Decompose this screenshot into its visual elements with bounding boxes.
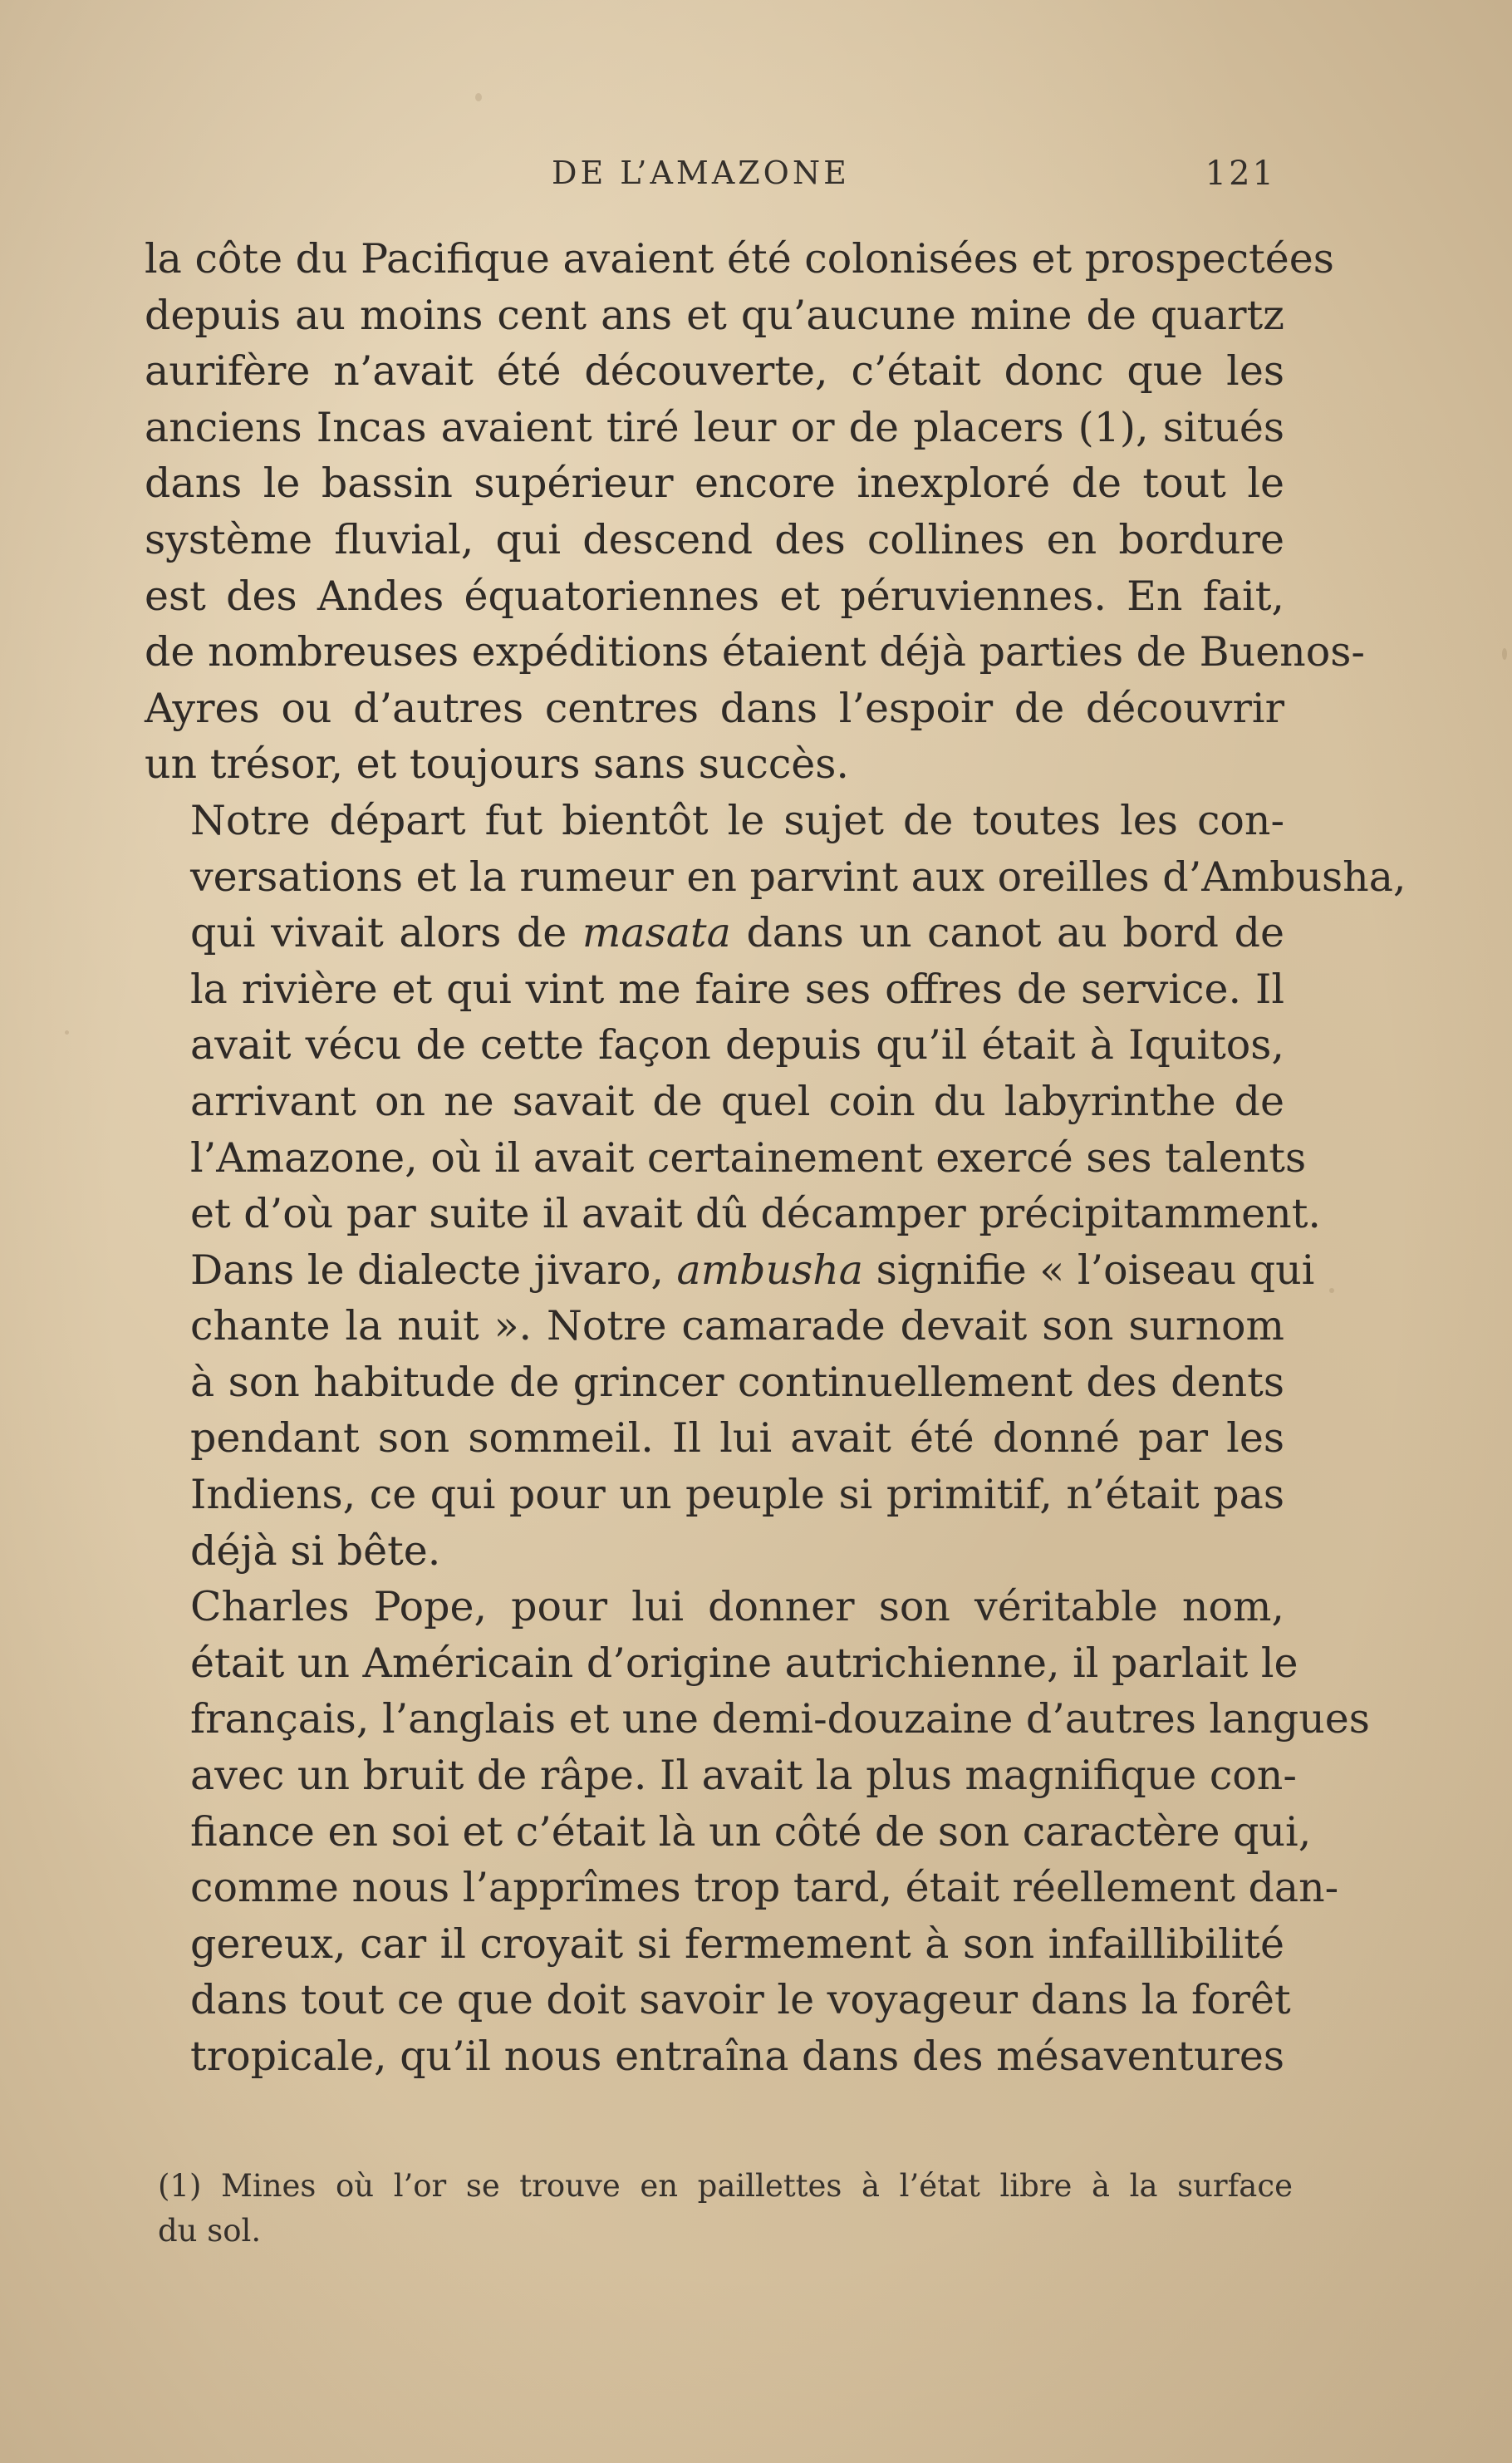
footnote-line: du sol. — [158, 2213, 262, 2249]
paper-stain — [1329, 1288, 1334, 1293]
text-segment: qui vivait alors de — [190, 909, 567, 957]
text-line: la rivière et qui vint me faire ses offres de service. Il — [190, 965, 1284, 1013]
text-line: chante la nuit ». Notre camarade devait son surnom — [190, 1302, 1284, 1350]
text-line: était un Américain d’origine autrichienne, il parlait le — [190, 1639, 1298, 1687]
text-line: l’Amazone, où il avait certainement exercé ses talents — [190, 1133, 1307, 1182]
text-line: déjà si bête. — [190, 1526, 441, 1575]
text-line: avait vécu de cette façon depuis qu’il était à Iquitos, — [190, 1021, 1284, 1069]
text-line: système fluvial, qui descend des collines en bordure — [145, 515, 1284, 563]
text-line: à son habitude de grincer continuellement des dents — [190, 1358, 1284, 1406]
text-line: Ayres ou d’autres centres dans l’espoir de découvrir — [145, 684, 1284, 732]
text-line: versations et la rumeur en parvint aux oreilles d’Ambusha, — [190, 853, 1406, 901]
paper-stain — [475, 93, 482, 101]
text-line: Notre départ fut bientôt le sujet de toutes les con- — [190, 796, 1284, 844]
text-line: gereux, car il croyait si fermement à son infaillibilité — [190, 1920, 1284, 1968]
paragraph — [145, 793, 1406, 1579]
text-line: anciens Incas avaient tiré leur or de placers (1), situés — [145, 403, 1284, 451]
paper-stain — [1502, 648, 1507, 660]
text-segment: Dans le dialecte jivaro, — [190, 1246, 664, 1294]
text-line — [145, 1242, 1315, 1299]
text-line: dans le bassin supérieur encore inexploré de tout le — [145, 460, 1284, 508]
text-line: arrivant on ne savait de quel coin du labyrinthe de — [190, 1077, 1284, 1125]
italic-term: ambusha — [676, 1246, 864, 1294]
footnote — [158, 2164, 1293, 2254]
text-line: Indiens, ce qui pour un peuple si primitif, n’était pas — [190, 1471, 1284, 1519]
text-line: pendant son sommeil. Il lui avait été donné par les — [190, 1414, 1284, 1463]
paragraph — [145, 231, 1365, 793]
text-line: depuis au moins cent ans et qu’aucune mine de quartz — [145, 291, 1284, 339]
text-segment: dans un canot au bord de — [746, 909, 1284, 957]
footnote-line: (1) Mines où l’or se trouve en paillettes à l’état libre à la surface — [158, 2168, 1293, 2204]
text-line: tropicale, qu’il nous entraîna dans des mésaventures — [190, 2033, 1284, 2080]
text-line: Charles Pope, pour lui donner son véritable nom, — [190, 1583, 1284, 1631]
text-line: comme nous l’apprîmes trop tard, était réellement dan- — [190, 1864, 1339, 1912]
page-header — [146, 151, 1276, 201]
italic-term: masata — [582, 909, 731, 957]
paper-stain — [65, 1030, 69, 1035]
paragraph — [145, 1579, 1370, 2084]
text-line: et d’où par suite il avait dû décamper précipitamment. — [190, 1190, 1321, 1238]
page-number: 121 — [1205, 155, 1276, 193]
running-title: DE L’AMAZONE — [552, 155, 850, 191]
body-text — [145, 231, 1406, 2085]
text-line: de nombreuses expéditions étaient déjà parties de Buenos- — [145, 628, 1365, 676]
text-line — [145, 905, 1284, 961]
text-line: la côte du Pacifique avaient été colonisées et prospectées — [145, 235, 1334, 283]
text-line: dans tout ce que doit savoir le voyageur dans la forêt — [190, 1976, 1291, 2024]
text-line: avec un bruit de râpe. Il avait la plus magnifique con- — [190, 1752, 1297, 1800]
text-line: est des Andes équatoriennes et péruviennes. En fait, — [145, 572, 1284, 620]
text-segment: signifie « l’oiseau qui — [876, 1246, 1315, 1294]
text-line: aurifère n’avait été découverte, c’était donc que les — [145, 347, 1284, 396]
text-line: un trésor, et toujours sans succès. — [145, 740, 850, 789]
text-line: fiance en soi et c’était là un côté de son caractère qui, — [190, 1807, 1312, 1856]
text-line: français, l’anglais et une demi-douzaine d’autres langues — [190, 1695, 1370, 1743]
